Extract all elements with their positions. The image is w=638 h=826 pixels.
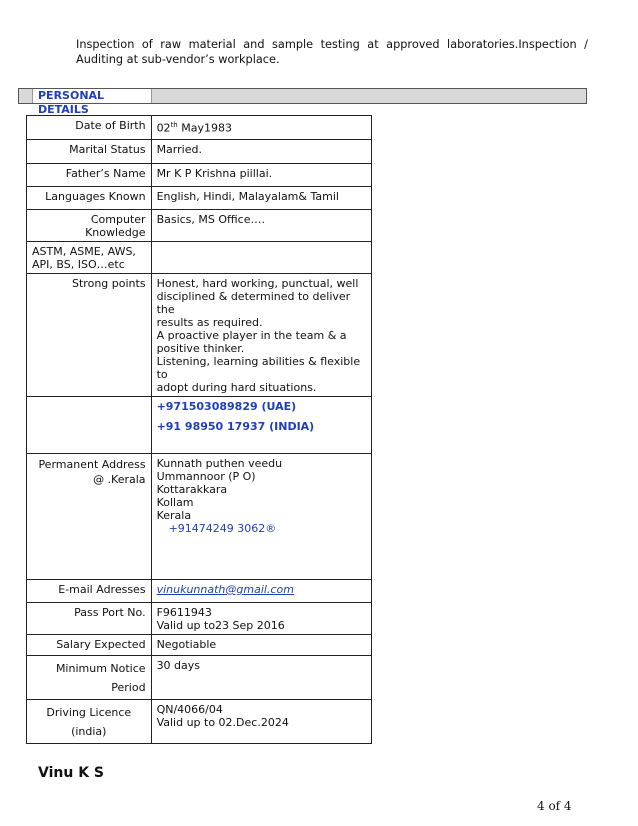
phone-label — [27, 397, 152, 454]
row-strong-points — [27, 274, 372, 397]
row-permanent-address — [27, 454, 372, 580]
passport-label: Pass Port No. — [27, 603, 152, 635]
row-notice-period — [27, 656, 372, 700]
date-of-birth-value: 02th May1983 — [151, 116, 371, 140]
standards-value — [151, 242, 371, 274]
phone-india: +91 98950 17937 (INDIA) — [156, 420, 315, 433]
row-phone-numbers — [27, 397, 372, 454]
computer-knowledge-value: Basics, MS Office…. — [151, 210, 371, 242]
landline-phone: +91474249 3062® — [168, 522, 277, 535]
salary-label: Salary Expected — [27, 635, 152, 656]
salary-value: Negotiable — [151, 635, 371, 656]
notice-period-value: 30 days — [151, 656, 371, 700]
marital-status-value: Married. — [151, 140, 371, 164]
row-fathers-name — [27, 164, 372, 187]
email-label: E-mail Adresses — [27, 580, 152, 603]
strong-points-label: Strong points — [27, 274, 152, 397]
fathers-name-label: Father’s Name — [27, 164, 152, 187]
page-number: 4 of 4 — [537, 799, 572, 813]
permanent-address-label: Permanent Address @ .Kerala — [27, 454, 152, 580]
standards-label: ASTM, ASME, AWS, API, BS, ISO…etc — [27, 242, 152, 274]
row-driving-licence — [27, 700, 372, 744]
row-email — [27, 580, 372, 603]
marital-status-label: Marital Status — [27, 140, 152, 164]
driving-licence-value: QN/4066/04 Valid up to 02.Dec.2024 — [151, 700, 371, 744]
permanent-address-value: Kunnath puthen veedu Ummannoor (P O) Kottarakkara Kollam Kerala +91474249 3062® — [151, 454, 371, 580]
languages-value: English, Hindi, Malayalam& Tamil — [151, 187, 371, 210]
row-salary — [27, 635, 372, 656]
row-marital-status — [27, 140, 372, 164]
languages-label: Languages Known — [27, 187, 152, 210]
row-standards — [27, 242, 372, 274]
footer-name: Vinu K S — [38, 765, 105, 781]
row-passport — [27, 603, 372, 635]
notice-period-label: Minimum Notice Period — [27, 656, 152, 700]
driving-licence-label: Driving Licence (india) — [27, 700, 152, 744]
personal-details-table — [26, 115, 372, 744]
phone-uae: +971503089829 (UAE) — [156, 400, 297, 413]
strong-points-value: Honest, hard working, punctual, well disciplined & determined to deliver the results as required. A proactive player in the team & a positive thinker. Listening, learning abilities & flexible to adopt during hard situations. — [151, 274, 371, 397]
computer-knowledge-label: Computer Knowledge — [27, 210, 152, 242]
email-cell — [151, 580, 371, 603]
intro-paragraph: Inspection of raw material and sample testing at approved laboratories.Inspection / Auditing at sub-vendor’s workplace. — [76, 38, 588, 66]
email-link[interactable]: vinukunnath@gmail.com — [156, 583, 294, 596]
date-of-birth-label: Date of Birth — [27, 116, 152, 140]
row-date-of-birth — [27, 116, 372, 140]
fathers-name-value: Mr K P Krishna piillai. — [151, 164, 371, 187]
section-title: PERSONAL DETAILS — [32, 89, 152, 103]
passport-value: F9611943 Valid up to23 Sep 2016 — [151, 603, 371, 635]
phone-values — [151, 397, 371, 454]
row-computer-knowledge — [27, 210, 372, 242]
row-languages — [27, 187, 372, 210]
